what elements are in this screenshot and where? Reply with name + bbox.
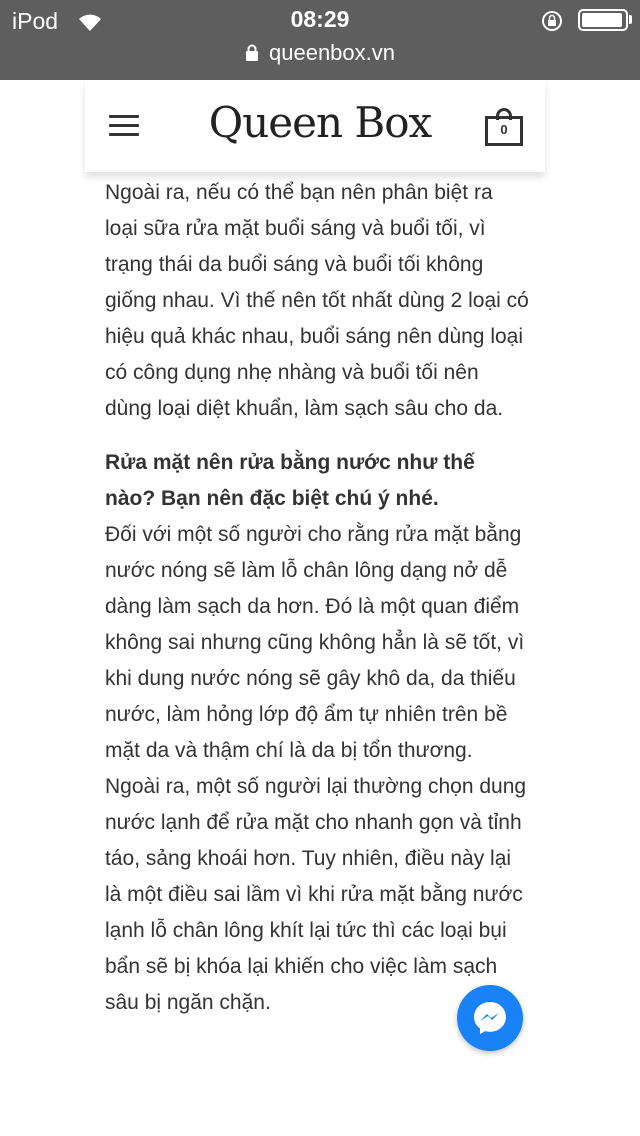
article-paragraph: Đối với một số người cho rằng rửa mặt bằng nước nóng sẽ làm lỗ chân lông dạng nở dễ dàng làm sạch da hơn. Đó là một quan điểm không sai nhưng cũng không hẳn là sẽ tốt, vì khi dung nước nóng sẽ gây khô da, da thiếu nước, làm hỏng lớp độ ẩm tự nhiên trên bề mặt da và thậm chí là da bị tổn thương. Ngoài ra, một số người lại thường chọn dung nước lạnh để rửa mặt cho nhanh gọn và tỉnh táo, sảng khoái hơn. Tuy nhiên, điều này lại là một điều sai lầm vì khi rửa mặt bằng nước lạnh lỗ chân lông khít lại tức thì các loại bụi bẩn sẽ bị khóa lại khiến cho việc làm sạch sâu bị ngăn chặn. <box>105 523 527 1014</box>
device-name: iPod <box>12 8 59 34</box>
padlock-icon <box>245 44 259 62</box>
cart-count: 0 <box>500 122 508 137</box>
article-body <box>105 175 530 1039</box>
url-text: queenbox.vn <box>269 40 395 65</box>
battery-icon <box>578 9 628 31</box>
battery-level <box>582 13 622 27</box>
clock: 08:29 <box>290 6 350 32</box>
rotation-lock-icon <box>540 9 564 33</box>
messenger-icon <box>472 1000 508 1036</box>
article-subheading: Rửa mặt nên rửa bằng nước như thế nào? Bạn nên đặc biệt chú ý nhé. <box>105 451 475 510</box>
battery-tip <box>629 15 632 24</box>
hamburger-icon[interactable] <box>109 115 139 137</box>
site-logo[interactable]: Queen Box <box>208 98 432 147</box>
messenger-chat-button[interactable] <box>457 985 523 1051</box>
status-bar <box>0 0 640 80</box>
address-bar[interactable] <box>0 40 640 66</box>
site-header <box>85 80 545 172</box>
article-paragraph: Ngoài ra, nếu có thể bạn nên phân biệt ra loại sữa rửa mặt buổi sáng và buổi tối, vì trạng thái da buổi sáng và buổi tối không giống nhau. Vì thế nên tốt nhất dùng 2 loại có hiệu quả khác nhau, buổi sáng nên dùng loại có công dụng nhẹ nhàng và buổi tối nên dùng loại diệt khuẩn, làm sạch sâu cho da. <box>105 181 529 420</box>
shopping-bag-icon[interactable] <box>485 108 523 146</box>
